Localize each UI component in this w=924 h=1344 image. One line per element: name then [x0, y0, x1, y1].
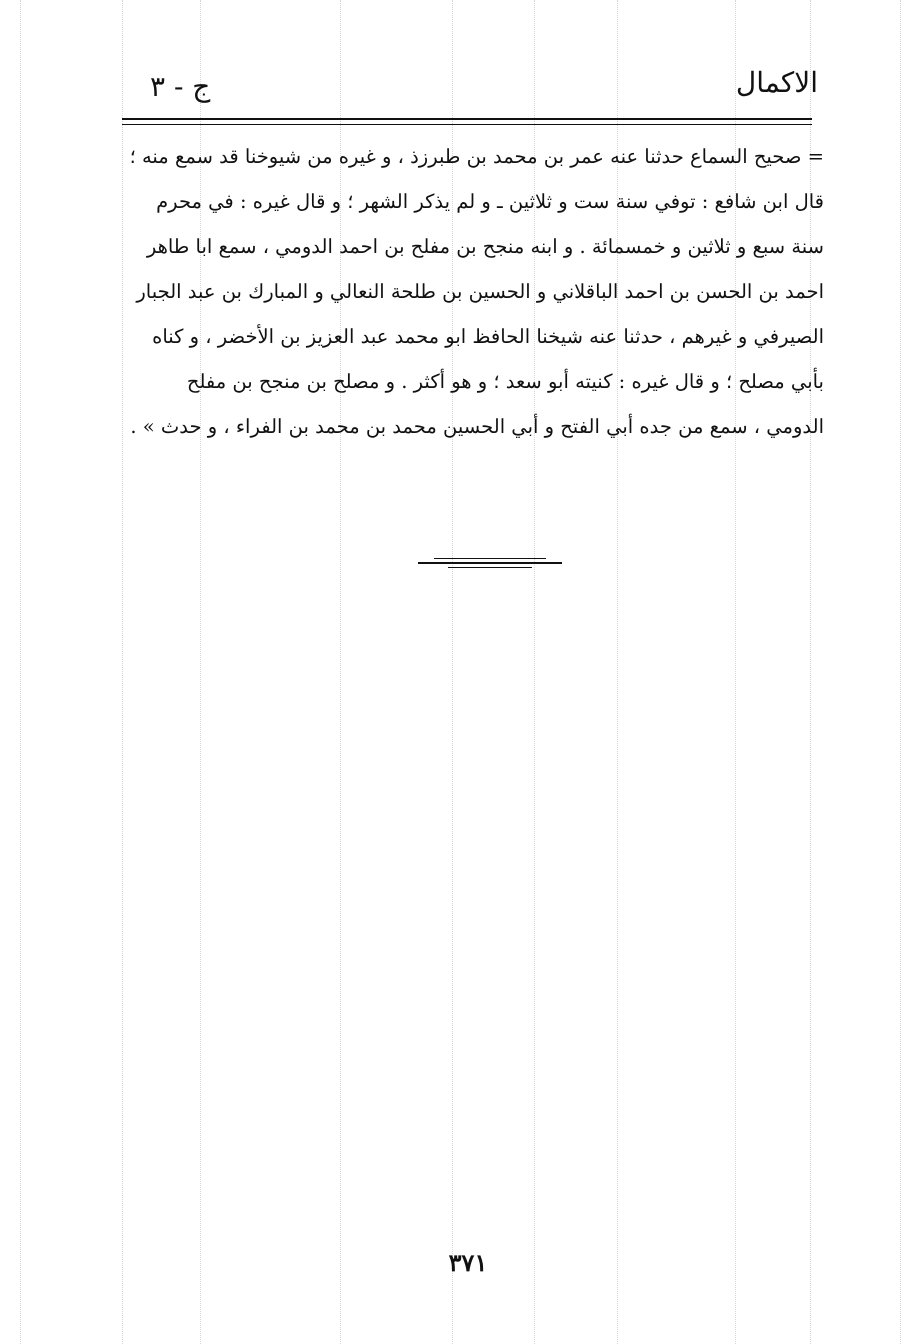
text-line: الدومي ، سمع من جده أبي الفتح و أبي الحسين محمد بن محمد بن الفراء ، و حدث » . — [130, 415, 824, 438]
text-line: احمد بن الحسن بن احمد الباقلاني و الحسين بن طلحة النعالي و المبارك بن عبد الجبار — [136, 280, 824, 303]
volume-label: ج - ٣ — [150, 70, 211, 103]
header-rule-thin — [122, 124, 812, 125]
text-line: بأبي مصلح ؛ و قال غيره : كنيته أبو سعد ؛ و هو أكثر . و مصلح بن منجح بن مفلح — [186, 370, 824, 393]
section-end-ornament — [418, 558, 562, 570]
scan-guide-line — [122, 0, 123, 1344]
scan-guide-line — [20, 0, 21, 1344]
running-header-title: الاكمال — [735, 66, 818, 99]
text-line: = صحيح السماع حدثنا عنه عمر بن محمد بن طبرزذ ، و غيره من شيوخنا قد سمع منه ؛ — [129, 145, 824, 168]
text-line: الصيرفي و غيرهم ، حدثنا عنه شيخنا الحافظ ابو محمد عبد العزيز بن الأخضر ، و كناه — [152, 325, 824, 348]
text-line: قال ابن شافع : توفي سنة ست و ثلاثين ـ و لم يذكر الشهر ؛ و قال غيره : في محرم — [156, 190, 824, 213]
header-rule-thick — [122, 118, 812, 120]
page-number: ٣٧١ — [448, 1248, 488, 1277]
body-text — [129, 134, 824, 449]
scan-guide-line — [900, 0, 901, 1344]
text-line: سنة سبع و ثلاثين و خمسمائة . و ابنه منجح بن مفلح بن احمد الدومي ، سمع ابا طاهر — [146, 235, 824, 258]
